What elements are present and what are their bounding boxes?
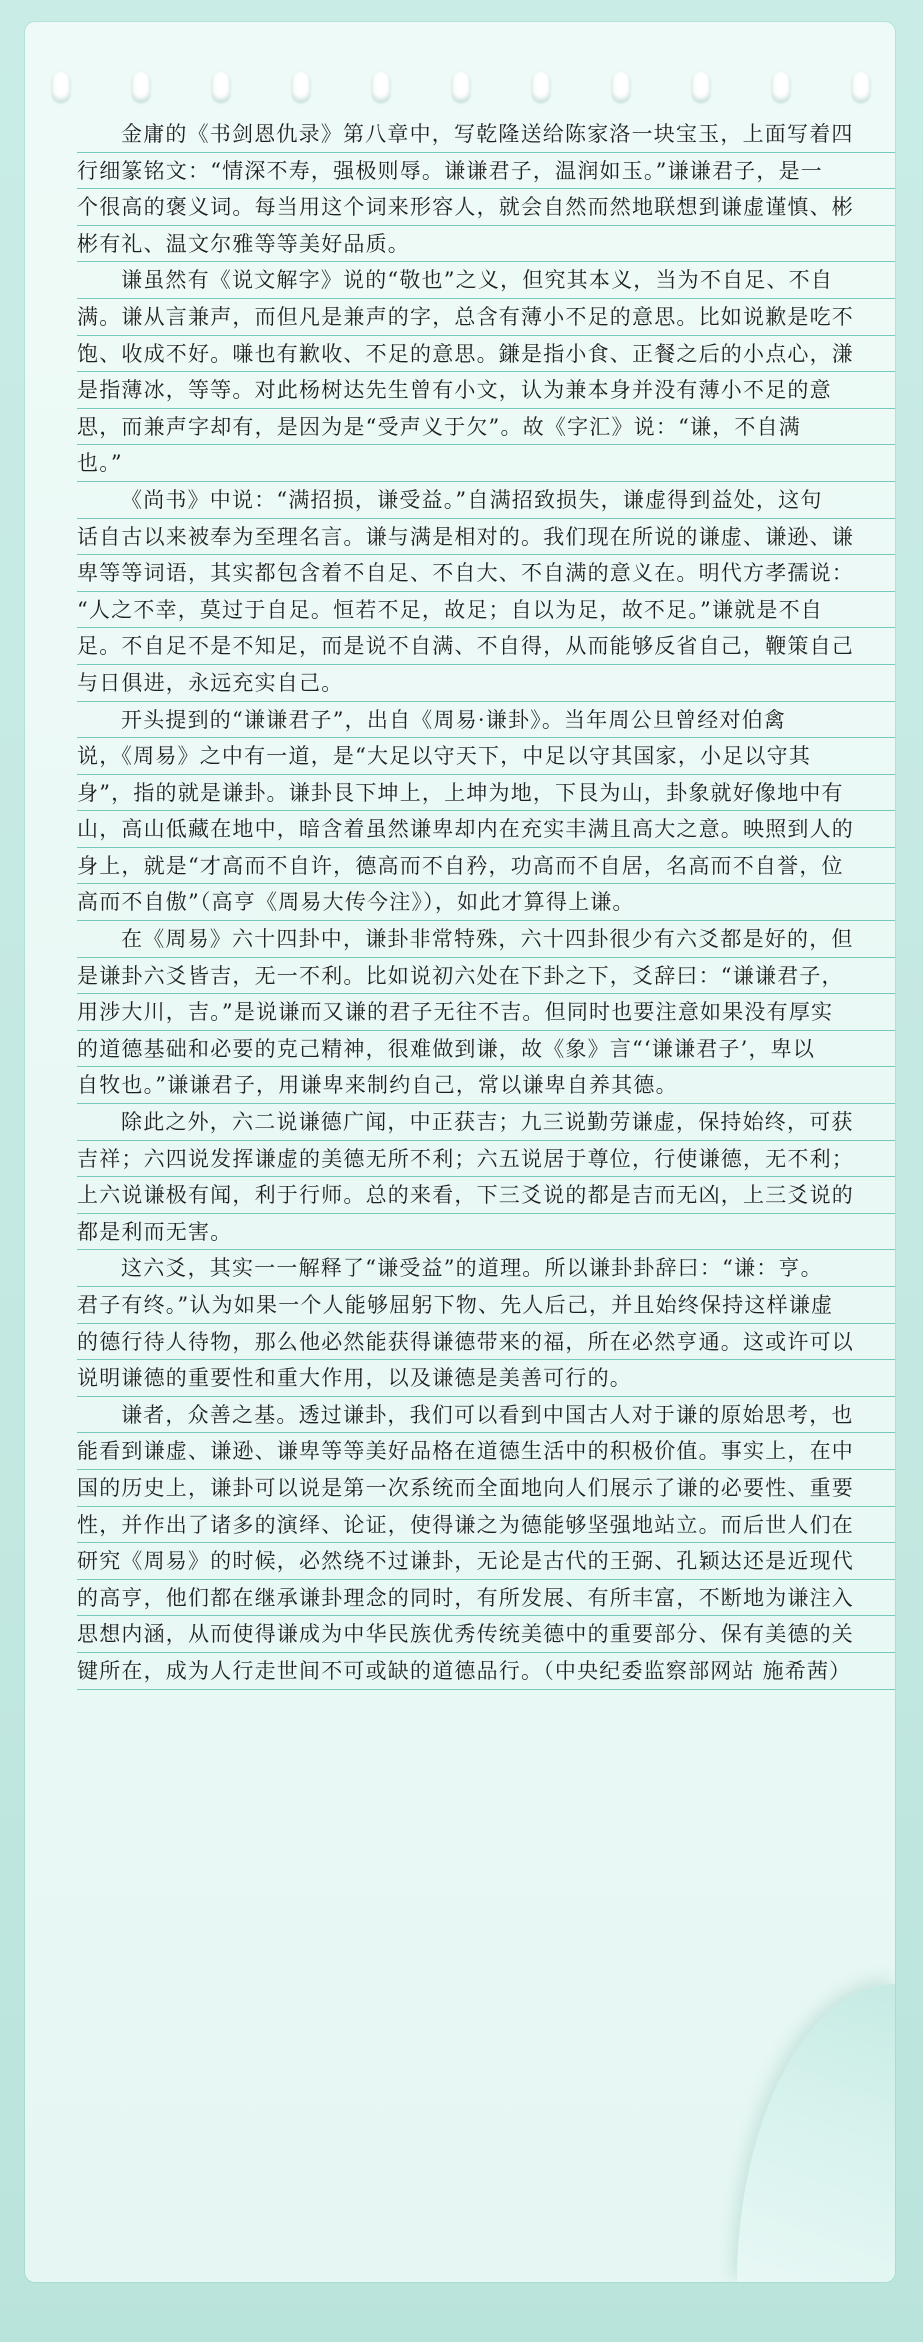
text-line: 君子有终。”认为如果一个人能够屈躬下物、先人后己，并且始终保持这样谦虚 (77, 1287, 895, 1324)
text-line: 上六说谦极有闻，利于行师。总的来看，下三爻说的都是吉而无凶，上三爻说的 (77, 1177, 895, 1214)
text-line: 的高亨，他们都在继承谦卦理念的同时，有所发展、有所丰富，不断地为谦注入 (77, 1580, 895, 1617)
text-line: 说明谦德的重要性和重大作用，以及谦德是美善可行的。 (77, 1360, 895, 1397)
text-line: 山，高山低藏在地中，暗含着虽然谦卑却内在充实丰满且高大之意。映照到人的 (77, 811, 895, 848)
text-line: 开头提到的“谦谦君子”，出自《周易·谦卦》。当年周公旦曾经对伯禽 (77, 702, 895, 739)
text-line: 是谦卦六爻皆吉，无一不利。比如说初六处在下卦之下，爻辞曰：“谦谦君子， (77, 958, 895, 995)
article-paragraph (77, 702, 895, 922)
text-line: 的道德基础和必要的克己精神，很难做到谦，故《象》言“‘谦谦君子’，卑以 (77, 1031, 895, 1068)
article-paragraph (77, 262, 895, 482)
text-line: 除此之外，六二说谦德广闻，中正获吉；九三说勤劳谦虚，保持始终，可获 (77, 1104, 895, 1141)
binder-hole-icon (452, 72, 470, 102)
text-line: 自牧也。”谦谦君子，用谦卑来制约自己，常以谦卑自养其德。 (77, 1067, 895, 1104)
text-line: 国的历史上，谦卦可以说是第一次系统而全面地向人们展示了谦的必要性、重要 (77, 1470, 895, 1507)
text-line: 都是利而无害。 (77, 1214, 895, 1251)
binder-hole-icon (52, 72, 70, 102)
text-line: 与日俱进，永远充实自己。 (77, 665, 895, 702)
text-line: 身上，就是“才高而不自许，德高而不自矜，功高而不自居，名高而不自誉，位 (77, 848, 895, 885)
text-line: 性，并作出了诸多的演绎、论证，使得谦之为德能够坚强地站立。而后世人们在 (77, 1507, 895, 1544)
binder-hole-icon (372, 72, 390, 102)
notebook-paper (25, 22, 895, 2282)
text-line: 行细篆铭文：“情深不寿，强极则辱。谦谦君子，温润如玉。”谦谦君子，是一 (77, 153, 895, 190)
text-line: 也。” (77, 445, 895, 482)
article-paragraph (77, 1397, 895, 1690)
text-line: 金庸的《书剑恩仇录》第八章中，写乾隆送给陈家洛一块宝玉，上面写着四 (77, 116, 895, 153)
text-line: 高而不自傲”（高亨《周易大传今注》），如此才算得上谦。 (77, 884, 895, 921)
text-line: 吉祥；六四说发挥谦虚的美德无所不利；六五说居于尊位，行使谦德，无不利； (77, 1141, 895, 1178)
article-paragraph (77, 921, 895, 1104)
text-line: 足。不自足不是不知足，而是说不自满、不自得，从而能够反省自己，鞭策自己 (77, 628, 895, 665)
text-line: 卑等等词语，其实都包含着不自足、不自大、不自满的意义在。明代方孝孺说： (77, 555, 895, 592)
text-line: 谦者，众善之基。透过谦卦，我们可以看到中国古人对于谦的原始思考，也 (77, 1397, 895, 1434)
binder-hole-icon (132, 72, 150, 102)
text-line: “人之不幸，莫过于自足。恒若不足，故足；自以为足，故不足。”谦就是不自 (77, 592, 895, 629)
text-line: 《尚书》中说：“满招损，谦受益。”自满招致损失，谦虚得到益处，这句 (77, 482, 895, 519)
text-line: 说，《周易》之中有一道，是“大足以守天下，中足以守其国家，小足以守其 (77, 738, 895, 775)
article-paragraph (77, 1104, 895, 1250)
curled-page-corner (737, 1984, 895, 2282)
text-line: 个很高的褒义词。每当用这个词来形容人，就会自然而然地联想到谦虚谨慎、彬 (77, 189, 895, 226)
article-paragraph (77, 116, 895, 262)
article-body (77, 116, 895, 1690)
binder-hole-icon (212, 72, 230, 102)
text-line: 彬有礼、温文尔雅等等美好品质。 (77, 226, 895, 263)
binder-hole-icon (292, 72, 310, 102)
text-line: 用涉大川，吉。”是说谦而又谦的君子无往不吉。但同时也要注意如果没有厚实 (77, 994, 895, 1031)
text-line: 能看到谦虚、谦逊、谦卑等等美好品格在道德生活中的积极价值。事实上，在中 (77, 1433, 895, 1470)
text-line: 的德行待人待物，那么他必然能获得谦德带来的福，所在必然亨通。这或许可以 (77, 1324, 895, 1361)
text-line: 是指薄冰，等等。对此杨树达先生曾有小文，认为兼本身并没有薄小不足的意 (77, 372, 895, 409)
text-line: 思想内涵，从而使得谦成为中华民族优秀传统美德中的重要部分、保有美德的关 (77, 1616, 895, 1653)
binder-hole-icon (532, 72, 550, 102)
text-line: 谦虽然有《说文解字》说的“敬也”之义，但究其本义，当为不自足、不自 (77, 262, 895, 299)
article-paragraph (77, 1250, 895, 1396)
binder-hole-icon (692, 72, 710, 102)
binder-hole-icon (852, 72, 870, 102)
text-line: 身”，指的就是谦卦。谦卦艮下坤上，上坤为地，下艮为山，卦象就好像地中有 (77, 775, 895, 812)
text-line: 这六爻，其实一一解释了“谦受益”的道理。所以谦卦卦辞曰：“谦：亨。 (77, 1250, 895, 1287)
text-line: 满。谦从言兼声，而但凡是兼声的字，总含有薄小不足的意思。比如说歉是吃不 (77, 299, 895, 336)
binder-holes (25, 56, 895, 96)
text-line: 饱、收成不好。嗛也有歉收、不足的意思。鎌是指小食、正餐之后的小点心，溓 (77, 336, 895, 373)
text-line: 在《周易》六十四卦中，谦卦非常特殊，六十四卦很少有六爻都是好的，但 (77, 921, 895, 958)
text-line: 键所在，成为人行走世间不可或缺的道德品行。（中央纪委监察部网站 施希茜） (77, 1653, 895, 1690)
binder-hole-icon (772, 72, 790, 102)
text-line: 话自古以来被奉为至理名言。谦与满是相对的。我们现在所说的谦虚、谦逊、谦 (77, 519, 895, 556)
text-line: 研究《周易》的时候，必然绕不过谦卦，无论是古代的王弼、孔颖达还是近现代 (77, 1543, 895, 1580)
text-line: 思，而兼声字却有，是因为是“受声义于欠”。故《字汇》说：“谦，不自满 (77, 409, 895, 446)
binder-hole-icon (612, 72, 630, 102)
article-paragraph (77, 482, 895, 702)
